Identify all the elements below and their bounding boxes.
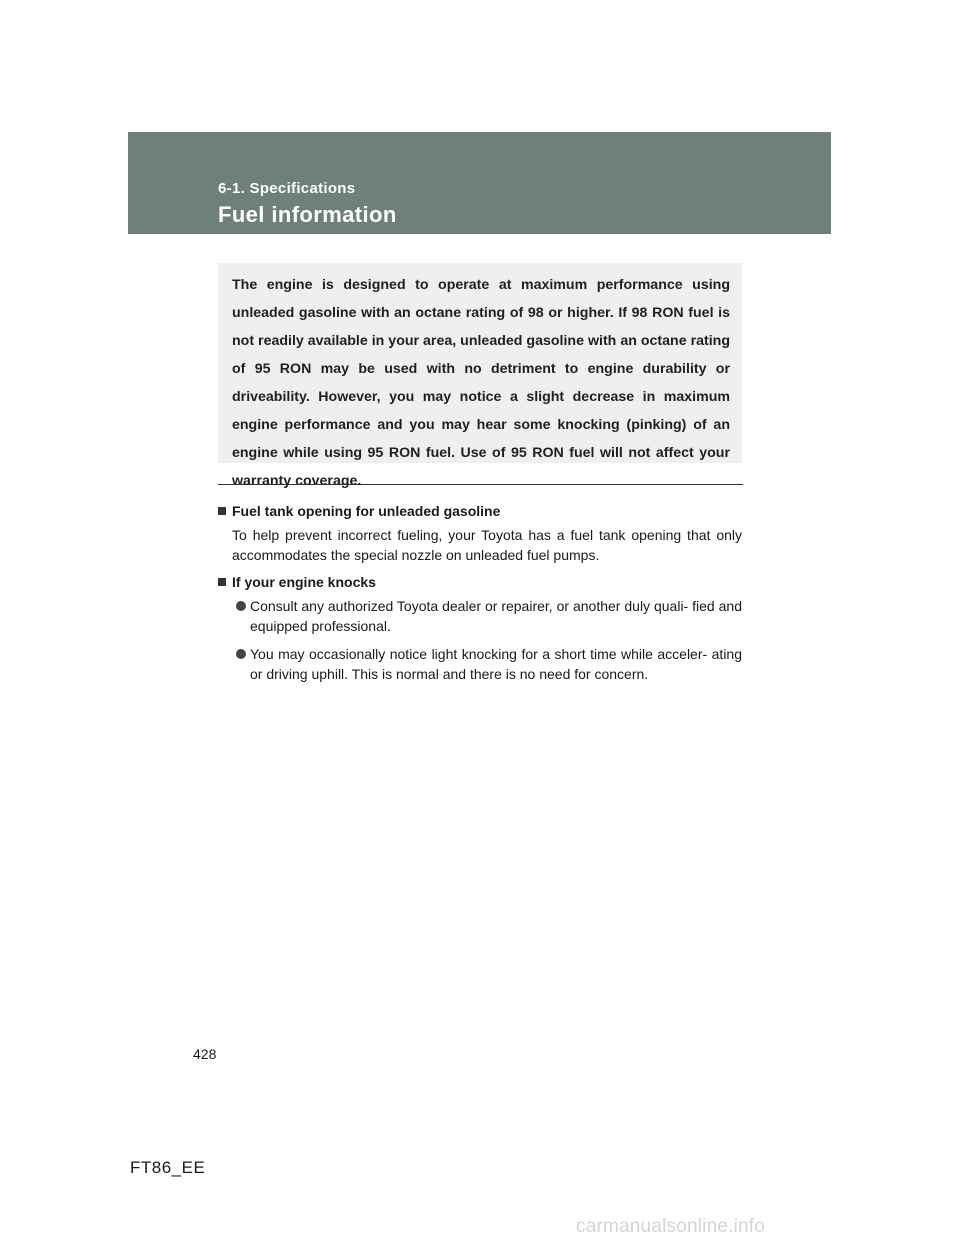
knock-bullet-list xyxy=(218,596,742,684)
section-divider xyxy=(218,484,743,485)
square-bullet-icon xyxy=(218,578,226,586)
intro-text: The engine is designed to operate at maximum performance using unleaded gasoline with an octane rating of 98 or higher. If 98 RON fuel is not readily available in your area, unleaded gasoline with an octane rating of 95 RON may be used with no detriment to engine durability or driveability. However, you may notice a slight decrease in maximum engine performance and you may hear some knocking (pinking) of an engine while using 95 RON fuel. Use of 95 RON fuel will not affect your warranty coverage. xyxy=(232,277,730,489)
round-bullet-icon xyxy=(236,649,246,659)
notes-section xyxy=(218,500,742,692)
list-item-text: Consult any authorized Toyota dealer or repairer, or another duly quali- fied and equipped professional. xyxy=(250,598,742,634)
note-heading-text: If your engine knocks xyxy=(232,574,376,590)
intro-box xyxy=(218,263,742,489)
section-label: 6-1. Specifications xyxy=(218,180,356,197)
note-heading-engine-knocks xyxy=(218,571,742,593)
round-bullet-icon xyxy=(236,601,246,611)
page-number: 428 xyxy=(193,1046,217,1062)
list-item-text: You may occasionally notice light knocking for a short time while acceler- ating or driving uphill. This is normal and there is no need for concern. xyxy=(250,646,742,682)
square-bullet-icon xyxy=(218,507,226,515)
page-title: Fuel information xyxy=(218,202,397,227)
note-heading-text: Fuel tank opening for unleaded gasoline xyxy=(232,503,501,519)
list-item xyxy=(218,596,742,636)
list-item xyxy=(218,644,742,684)
watermark: carmanualsonline.info xyxy=(576,1216,766,1237)
header-band xyxy=(128,132,831,234)
note-heading-fuel-tank xyxy=(218,500,742,522)
note-body-fuel-tank: To help prevent incorrect fueling, your Toyota has a fuel tank opening that only accommodates the special nozzle on unleaded fuel pumps. xyxy=(232,527,742,563)
footer-code: FT86_EE xyxy=(130,1158,206,1177)
